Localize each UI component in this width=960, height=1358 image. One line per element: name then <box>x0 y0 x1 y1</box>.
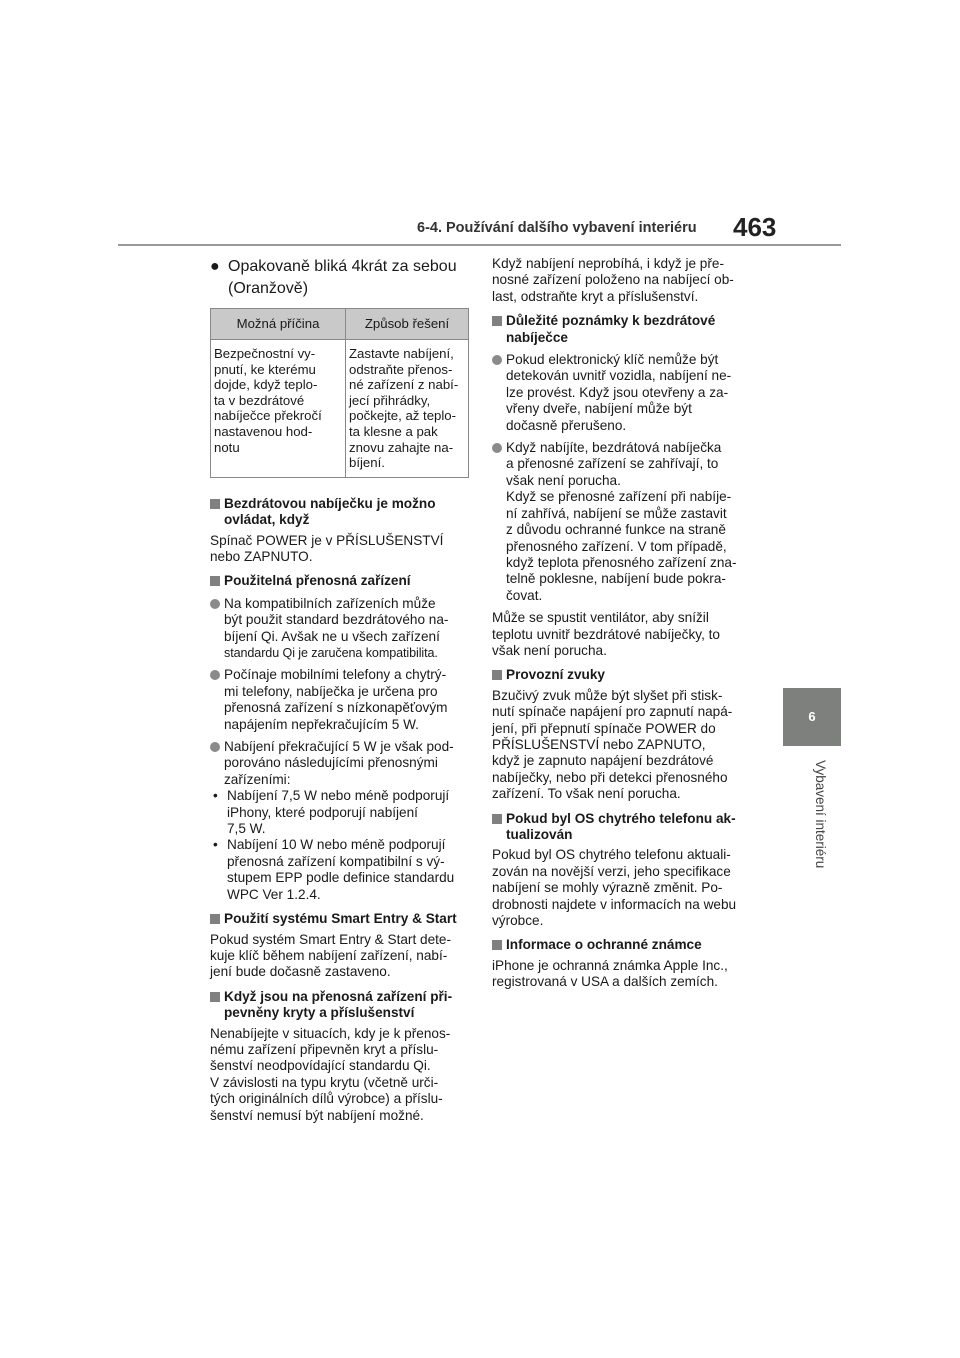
text-line: Pokud byl OS chytrého telefonu aktuali- <box>492 847 731 863</box>
table-cell-cause <box>211 340 346 478</box>
text-line: Nabíjení 7,5 W nebo méně podporují <box>227 788 450 804</box>
text-line: iPhone je ochranná známka Apple Inc., <box>492 957 728 973</box>
cause-solution-table <box>210 308 469 478</box>
bullet-line: (Oranžově) <box>228 280 309 297</box>
list-item <box>210 596 472 662</box>
cell-line: odstraňte přenos- <box>349 361 453 377</box>
paragraph <box>492 958 760 991</box>
dot-bullet-icon: • <box>213 788 218 804</box>
text-line: porováno následujícími přenosnými <box>224 755 438 771</box>
paragraph <box>210 1026 472 1124</box>
table-header-cause: Možná příčina <box>211 309 346 340</box>
text-line: V závislosti na typu krytu (včetně urči- <box>210 1074 439 1090</box>
cell-line: počkejte, až teplo- <box>349 408 457 424</box>
text-line: drobnosti najdete v informacích na webu <box>492 896 737 912</box>
text-line: šenství neodpovídající standardu Qi. <box>210 1058 431 1074</box>
circle-bullet-icon <box>492 443 502 453</box>
cell-line: dojde, když teplo- <box>214 377 318 393</box>
text-line: přenosná zařízení kompatibilní s vý- <box>227 853 445 869</box>
cell-line: jecí přihrádky, <box>349 392 431 408</box>
heading-line: ovládat, když <box>224 512 310 528</box>
text-line: nosné zařízení položeno na nabíjecí ob- <box>492 272 734 288</box>
table-row <box>211 340 469 478</box>
text-line: Počínaje mobilními telefony a chytrý- <box>224 667 447 683</box>
section-heading <box>210 496 472 529</box>
blink-bullet <box>210 256 472 300</box>
text-line: přenosná zařízení s nízkonapěťovým <box>224 700 448 716</box>
text-line: Když nabíjíte, bezdrátová nabíječka <box>506 440 722 456</box>
text-line: však není porucha. <box>506 472 621 488</box>
circle-bullet-icon <box>210 670 220 680</box>
text-line: nabíječky, nebo při detekci přenosného <box>492 769 728 785</box>
text-line: šenství nemusí být nabíjení možné. <box>210 1107 424 1123</box>
text-line: Nabíjení 10 W nebo méně podporují <box>227 837 446 853</box>
bullet-line: Opakovaně bliká 4krát za sebou <box>228 258 457 275</box>
section-heading <box>210 989 472 1022</box>
text-line: přenosného zařízení. V tom případě, <box>506 538 727 554</box>
paragraph <box>492 688 760 803</box>
circle-bullet-icon <box>210 599 220 609</box>
text-line: ní zahřívá, nabíjení se může zastavit <box>506 505 727 521</box>
paragraph <box>492 256 760 305</box>
chapter-tab[interactable]: 6 <box>783 688 841 746</box>
sub-list-item <box>210 788 472 837</box>
text-line: WPC Ver 1.2.4. <box>227 886 321 902</box>
cell-line: né zařízení z nabí- <box>349 377 459 393</box>
cell-line: Bezpečnostní vy- <box>214 346 316 361</box>
paragraph <box>210 932 472 981</box>
text-line: nutí spínače napájení pro zapnutí napá- <box>492 704 733 720</box>
text-line: dočasně přerušeno. <box>506 417 627 433</box>
text-line: když je zapnuto napájení bezdrátové <box>492 753 714 769</box>
circle-bullet-icon <box>210 742 220 752</box>
chapter-title-vertical: Vybavení interiéru <box>813 760 828 869</box>
text-line: Může se spustit ventilátor, aby snížil <box>492 610 709 626</box>
cell-line: notu <box>214 439 240 455</box>
cell-line: ta klesne a pak <box>349 423 438 439</box>
square-bullet-icon <box>210 992 220 1002</box>
text-line: jení, při přepnutí spínače POWER do <box>492 720 716 736</box>
paragraph <box>210 533 472 566</box>
text-line: registrovaná v USA a dalších zemích. <box>492 974 718 990</box>
right-column <box>492 256 760 995</box>
square-bullet-icon <box>492 814 502 824</box>
text-line: a přenosné zařízení se zahřívají, to <box>506 456 719 472</box>
text-line: Když se přenosné zařízení při nabíje- <box>506 489 732 505</box>
table-header-row <box>211 309 469 340</box>
heading-line: Použití systému Smart Entry & Start <box>224 911 457 927</box>
text-line: tých originálních dílů výrobce) a příslu- <box>210 1091 443 1107</box>
text-line: last, odstraňte kryt a příslušenství. <box>492 288 699 304</box>
cell-line: nastavenou hod- <box>214 423 313 439</box>
section-heading <box>492 667 760 683</box>
square-bullet-icon <box>492 670 502 680</box>
heading-line: nabíječce <box>506 329 568 345</box>
heading-line: Pokud byl OS chytrého telefonu ak- <box>506 810 736 826</box>
text-line: však není porucha. <box>492 642 607 658</box>
text-line: čovat. <box>506 587 543 603</box>
heading-line: tualizován <box>506 827 573 842</box>
text-line: zařízení. To však není porucha. <box>492 786 681 802</box>
section-title: 6-4. Používání dalšího vybavení interiéru <box>417 220 697 236</box>
heading-line: pevněny kryty a příslušenství <box>224 1005 415 1021</box>
cell-line: znovu zahajte na- <box>349 439 454 455</box>
bullet-dot-icon: ● <box>210 258 220 275</box>
text-line: Pokud elektronický klíč nemůže být <box>506 352 719 368</box>
text-line: zařízeními: <box>224 771 291 787</box>
text-line: Bzučivý zvuk může být slyšet při stisk- <box>492 687 723 703</box>
text-line: vřeny dveře, nabíjení může být <box>506 401 692 417</box>
heading-line: Použitelná přenosná zařízení <box>224 573 411 589</box>
text-line: iPhony, které podporují nabíjení <box>227 804 418 820</box>
list-item <box>492 352 760 434</box>
heading-line: Provozní zvuky <box>506 667 605 683</box>
paragraph <box>492 610 760 659</box>
heading-line: Když jsou na přenosná zařízení při- <box>224 988 453 1004</box>
section-heading <box>492 811 760 844</box>
header-rule <box>118 244 841 246</box>
text-line: Pokud systém Smart Entry & Start dete- <box>210 931 451 947</box>
square-bullet-icon <box>210 914 220 924</box>
text-line: nebo ZAPNUTO. <box>210 548 313 564</box>
section-heading <box>492 937 760 953</box>
square-bullet-icon <box>492 940 502 950</box>
text-line: Na kompatibilních zařízeních může <box>224 595 436 611</box>
text-line: napájením nepřekračujícím 5 W. <box>224 716 419 732</box>
left-column <box>210 256 472 1128</box>
heading-line: Důležité poznámky k bezdrátové <box>506 313 716 329</box>
text-line: Nabíjení překračující 5 W je však pod- <box>224 739 454 755</box>
circle-bullet-icon <box>492 355 502 365</box>
text-line: být použit standard bezdrátového na- <box>224 612 449 628</box>
heading-line: Informace o ochranné známce <box>506 937 702 953</box>
cell-line: ta v bezdrátové <box>214 392 305 408</box>
page-number: 463 <box>733 212 777 242</box>
sub-list-item <box>210 837 472 903</box>
text-line: nému zařízení připevněn kryt a příslu- <box>210 1041 439 1057</box>
table-cell-solution <box>346 340 469 478</box>
text-line: nabíjení se mohly výrazně změnit. Po- <box>492 880 723 896</box>
text-line: zován na novější verzi, jeho specifikace <box>492 863 731 879</box>
text-line: 7,5 W. <box>227 821 266 837</box>
cell-line: pnutí, ke kterému <box>214 361 316 377</box>
section-heading <box>210 911 472 927</box>
text-line: telně poklesne, nabíjení bude pokra- <box>506 571 726 587</box>
text-line: PŘÍSLUŠENSTVÍ nebo ZAPNUTO, <box>492 736 706 752</box>
section-heading <box>492 313 760 346</box>
text-line: detekován uvnitř vozidla, nabíjení ne- <box>506 368 732 384</box>
heading-line: Bezdrátovou nabíječku je možno <box>224 495 436 511</box>
cell-line: nabíječce překročí <box>214 408 322 424</box>
text-line: kuje klíč během nabíjení zařízení, nabí- <box>210 947 448 963</box>
text-line: když teplota přenosného zařízení zna- <box>506 554 737 570</box>
text-line: lze provést. Když jsou otevřeny a za- <box>506 384 729 400</box>
text-line: teplotu uvnitř bezdrátové nabíječky, to <box>492 626 720 642</box>
cell-line: bíjení. <box>349 455 385 471</box>
square-bullet-icon <box>492 316 502 326</box>
paragraph <box>492 847 760 929</box>
text-line: z důvodu ochranné funkce na straně <box>506 522 726 538</box>
text-line: jení bude dočasně zastaveno. <box>210 964 391 980</box>
list-item <box>210 739 472 788</box>
text-line: stupem EPP podle definice standardu <box>227 870 455 886</box>
text-line: Když nabíjení neprobíhá, i když je pře- <box>492 256 724 271</box>
text-line: výrobce. <box>492 913 544 929</box>
text-line: standardu Qi je zaručena kompatibilita. <box>224 646 438 660</box>
text-line: mi telefony, nabíječka je určena pro <box>224 683 438 699</box>
list-item <box>492 440 760 604</box>
dot-bullet-icon: • <box>213 837 218 853</box>
cell-line: Zastavte nabíjení, <box>349 346 454 361</box>
section-heading <box>210 573 472 589</box>
text-line: bíjení Qi. Avšak ne u všech zařízení <box>224 628 440 644</box>
text-line: Spínač POWER je v PŘÍSLUŠENSTVÍ <box>210 532 444 548</box>
table-header-solution: Způsob řešení <box>346 309 469 340</box>
square-bullet-icon <box>210 576 220 586</box>
list-item <box>210 667 472 733</box>
text-line: Nenabíjejte v situacích, kdy je k přenos- <box>210 1025 451 1041</box>
square-bullet-icon <box>210 499 220 509</box>
